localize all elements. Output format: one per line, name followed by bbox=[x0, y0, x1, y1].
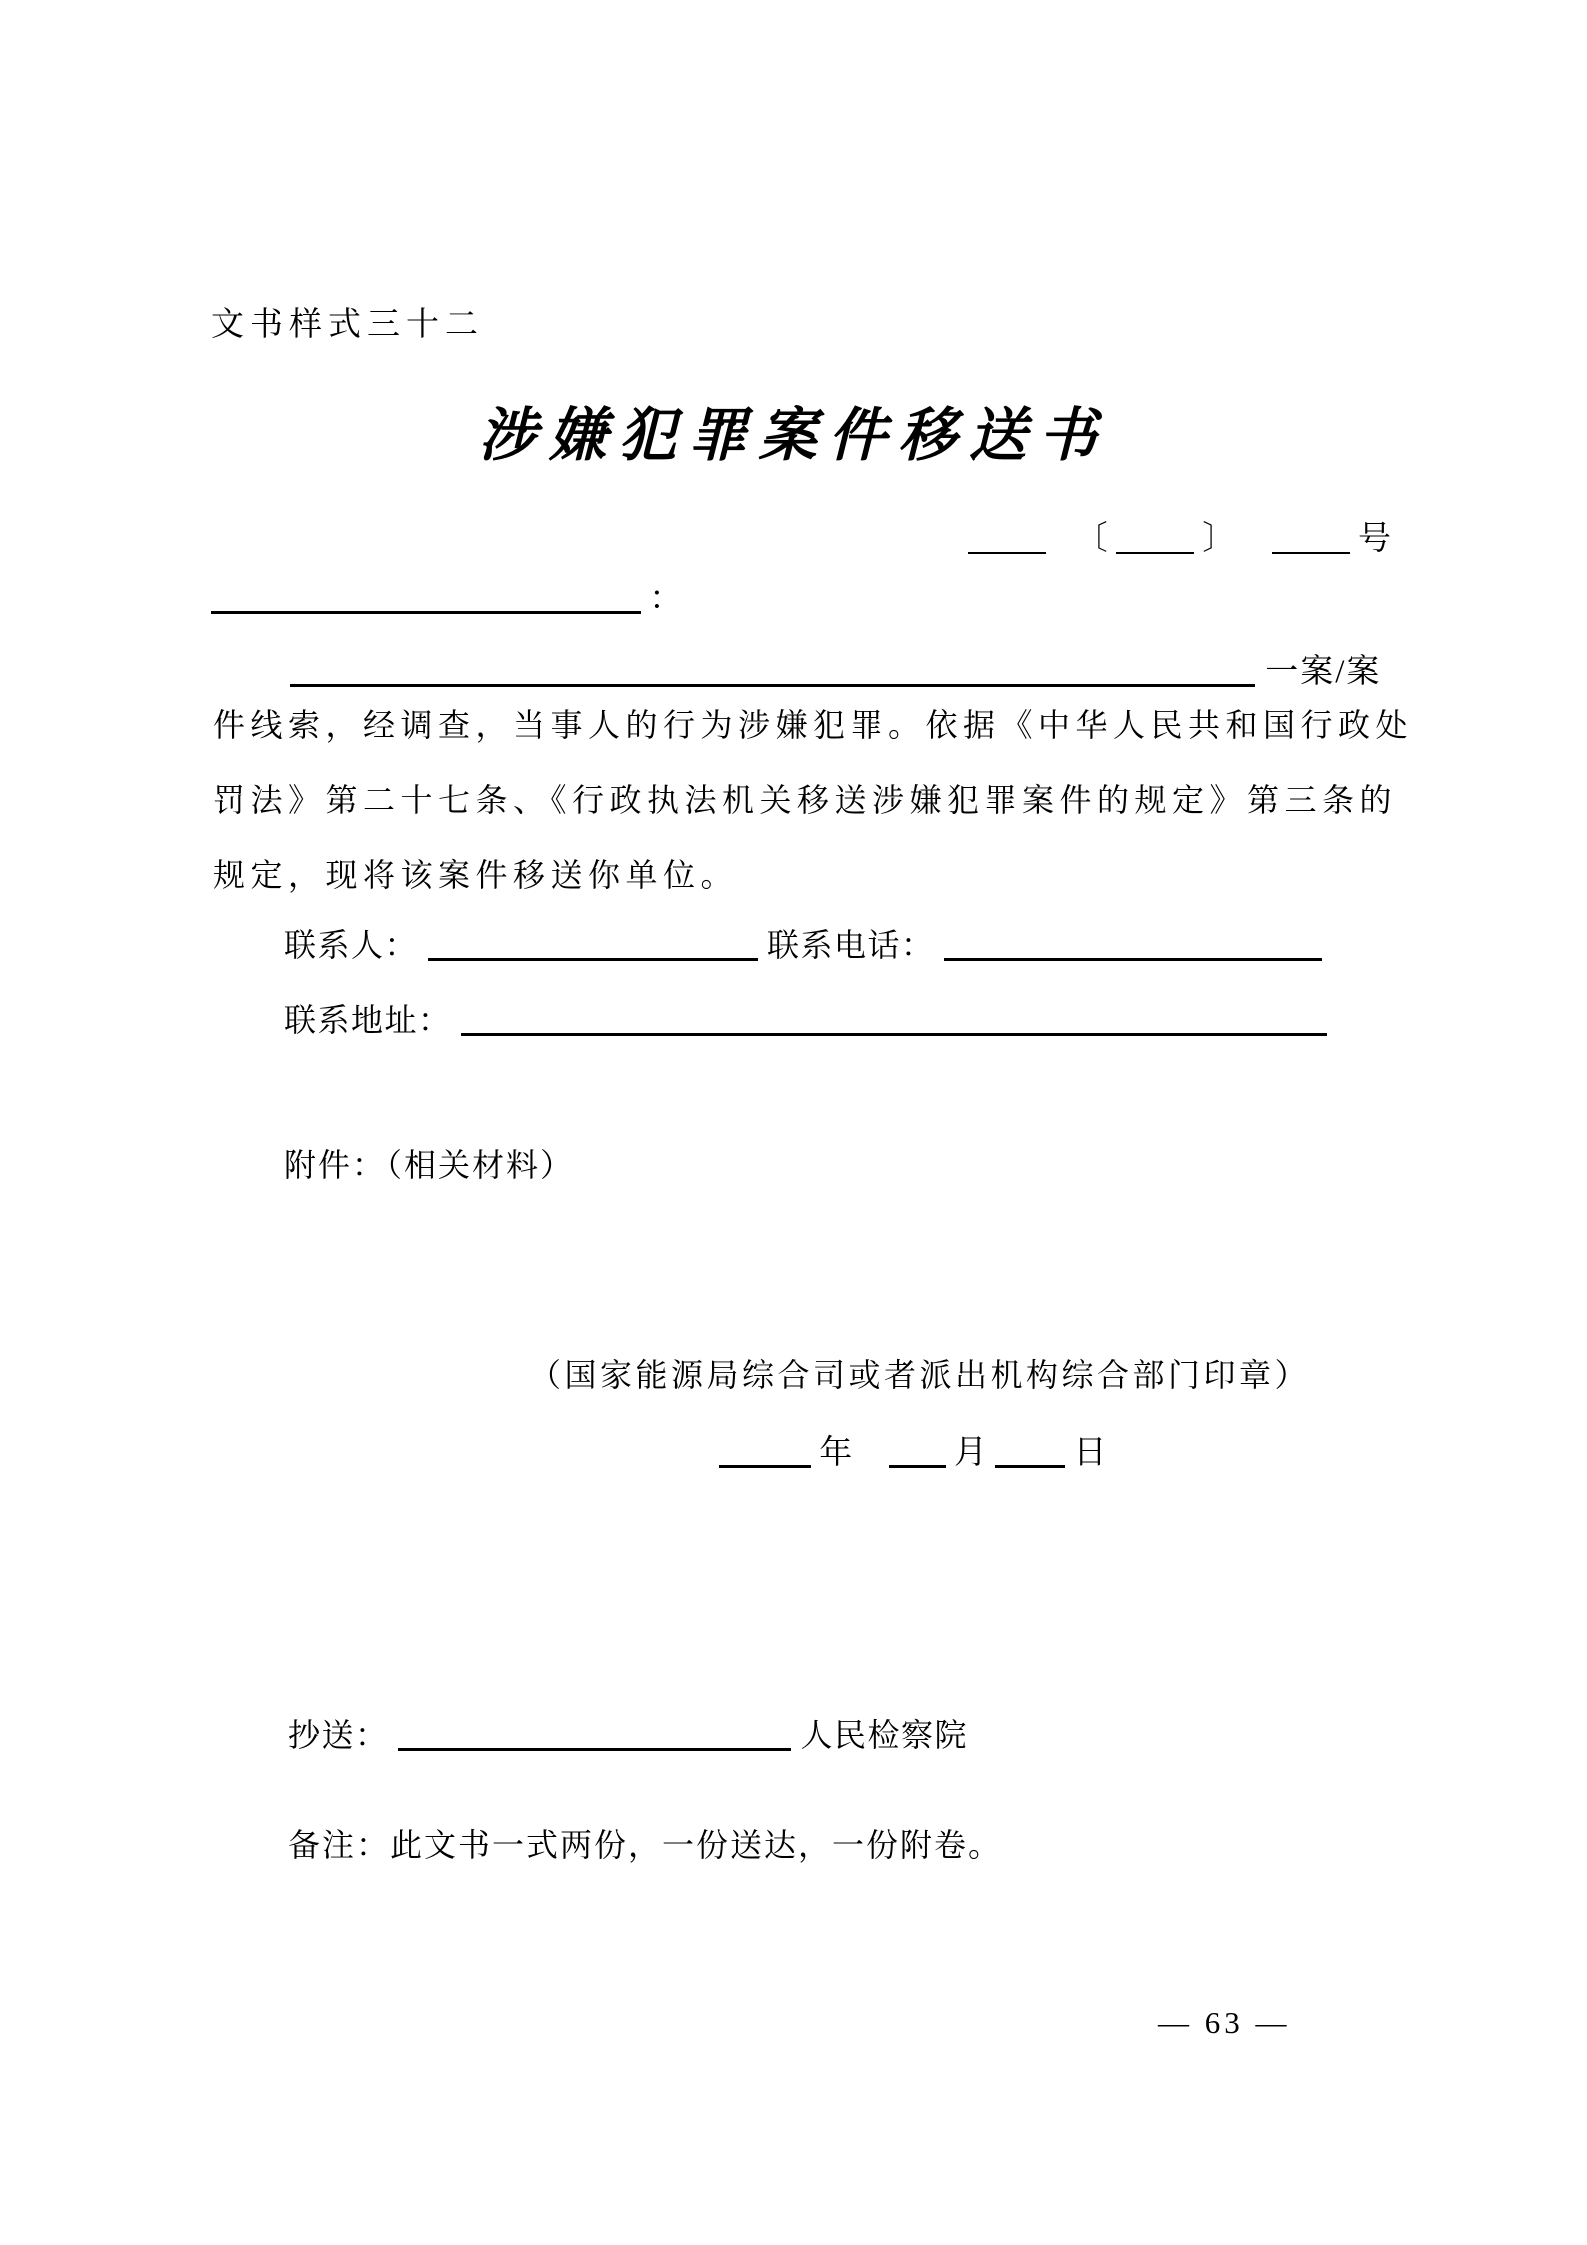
contact-line bbox=[284, 920, 1322, 966]
seal-line: （国家能源局综合司或者派出机构综合部门印章） bbox=[529, 1357, 1311, 1393]
doc-number-close-bracket: 〕 bbox=[1202, 521, 1236, 557]
doc-number-open-bracket: 〔 bbox=[1074, 521, 1108, 557]
document-number-line bbox=[968, 512, 1391, 559]
cc-suffix: 人民检察院 bbox=[800, 1717, 969, 1753]
document-style-label: 文书样式三十二 bbox=[211, 307, 484, 343]
addressee-line bbox=[211, 572, 682, 619]
contact-phone-blank bbox=[944, 926, 1322, 961]
body-line-2: 罚法》第二十七条、《行政执法机关移送涉嫌犯罪案件的规定》第三条的 bbox=[213, 782, 1398, 818]
date-month-label: 月 bbox=[954, 1435, 987, 1471]
date-year-blank bbox=[719, 1432, 811, 1468]
date-line bbox=[719, 1426, 1107, 1473]
note-line: 备注：此文书一式两份，一份送达，一份附卷。 bbox=[288, 1827, 1003, 1863]
doc-number-blank-3 bbox=[1272, 519, 1350, 554]
date-year-label: 年 bbox=[819, 1435, 853, 1471]
body-line-3: 规定，现将该案件移送你单位。 bbox=[213, 857, 739, 893]
addressee-colon: ： bbox=[649, 581, 683, 617]
doc-number-blank-2 bbox=[1116, 519, 1194, 554]
addressee-blank bbox=[211, 578, 641, 614]
doc-number-suffix: 号 bbox=[1358, 521, 1391, 557]
date-month-blank bbox=[889, 1432, 946, 1468]
contact-address-blank bbox=[461, 1001, 1327, 1036]
doc-number-blank-1 bbox=[968, 519, 1046, 554]
contact-address-line bbox=[284, 995, 1327, 1041]
cc-blank bbox=[398, 1716, 791, 1751]
cc-line bbox=[288, 1710, 968, 1756]
cc-label: 抄送： bbox=[288, 1717, 389, 1753]
case-suffix: 一案/案 bbox=[1265, 654, 1382, 690]
document-title: 涉嫌犯罪案件移送书 bbox=[478, 403, 1109, 468]
case-name-line bbox=[290, 645, 1381, 692]
contact-person-blank bbox=[428, 926, 758, 961]
contact-address-label: 联系地址： bbox=[284, 1002, 452, 1038]
contact-phone-label: 联系电话： bbox=[767, 927, 935, 963]
date-day-blank bbox=[995, 1432, 1065, 1468]
page-number: — 63 — bbox=[1158, 2005, 1291, 2040]
attachment-line: 附件：（相关材料） bbox=[284, 1147, 575, 1183]
contact-person-label: 联系人： bbox=[284, 927, 419, 963]
body-line-1: 件线索，经调查，当事人的行为涉嫌犯罪。依据《中华人民共和国行政处 bbox=[213, 707, 1414, 743]
case-name-blank bbox=[290, 651, 1255, 687]
date-day-label: 日 bbox=[1073, 1435, 1107, 1471]
